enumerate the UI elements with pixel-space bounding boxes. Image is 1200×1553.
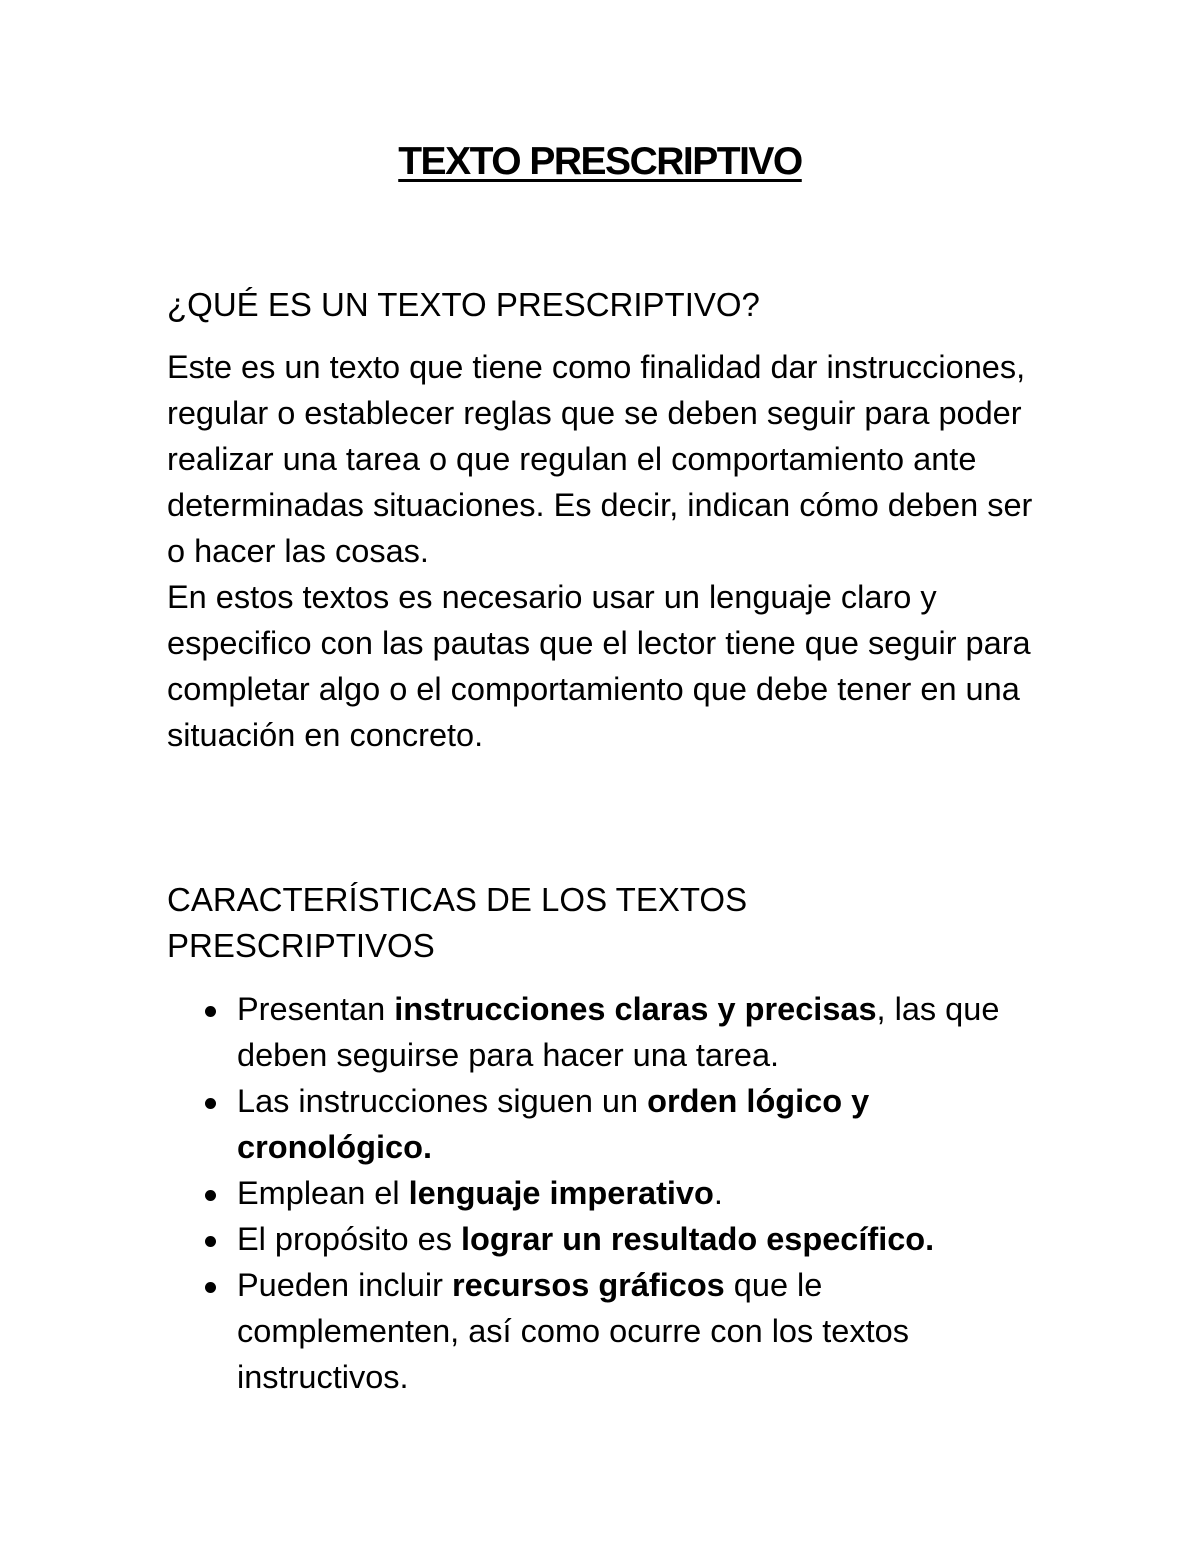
item-emphasis: recursos gráficos	[452, 1267, 725, 1303]
language-paragraph: En estos textos es necesario usar un lenguaje claro y especifico con las pautas que el lector tiene que seguir para completar algo o el comportamiento que debe tener en una situación en concreto.	[167, 579, 1031, 753]
list-item	[167, 986, 1047, 1078]
item-emphasis: orden lógico y cronológico.	[237, 1083, 870, 1165]
list-item	[167, 1078, 1047, 1170]
item-text: Las instrucciones siguen un	[237, 1083, 648, 1119]
item-text: Emplean el	[237, 1175, 409, 1211]
bullet-icon	[205, 1006, 216, 1017]
definition-paragraph: Este es un texto que tiene como finalidad dar instrucciones, regular o establecer reglas que se deben seguir para poder realizar una tarea o que regulan el comportamiento ante determinadas situaciones. Es decir, indican cómo deben ser o hacer las cosas.	[167, 349, 1033, 569]
item-emphasis: lograr un resultado específico.	[461, 1221, 935, 1257]
item-emphasis: instrucciones claras y precisas	[394, 991, 877, 1027]
list-item	[167, 1170, 1047, 1216]
item-emphasis: lenguaje imperativo	[408, 1175, 714, 1211]
item-text: Pueden incluir	[237, 1267, 452, 1303]
item-text: .	[713, 1175, 723, 1211]
item-text: , las que deben seguirse para hacer una tarea.	[237, 991, 1000, 1073]
characteristics-list	[167, 986, 1047, 1400]
page-title: TEXTO PRESCRIPTIVO	[398, 140, 802, 183]
item-text: que le complementen, así como ocurre con los textos instructivos.	[237, 1267, 909, 1395]
section-heading-characteristics: CARACTERÍSTICAS DE LOS TEXTOS PRESCRIPTIVOS	[167, 881, 748, 964]
section-heading-definition: ¿QUÉ ES UN TEXTO PRESCRIPTIVO?	[167, 286, 760, 323]
bullet-icon	[205, 1282, 216, 1293]
definition-body	[167, 344, 1047, 758]
bullet-icon	[205, 1236, 216, 1247]
item-text: Presentan	[237, 991, 395, 1027]
list-item	[167, 1262, 1047, 1400]
bullet-icon	[205, 1190, 216, 1201]
list-item	[167, 1216, 1047, 1262]
item-text: El propósito es	[237, 1221, 462, 1257]
bullet-icon	[205, 1098, 216, 1109]
